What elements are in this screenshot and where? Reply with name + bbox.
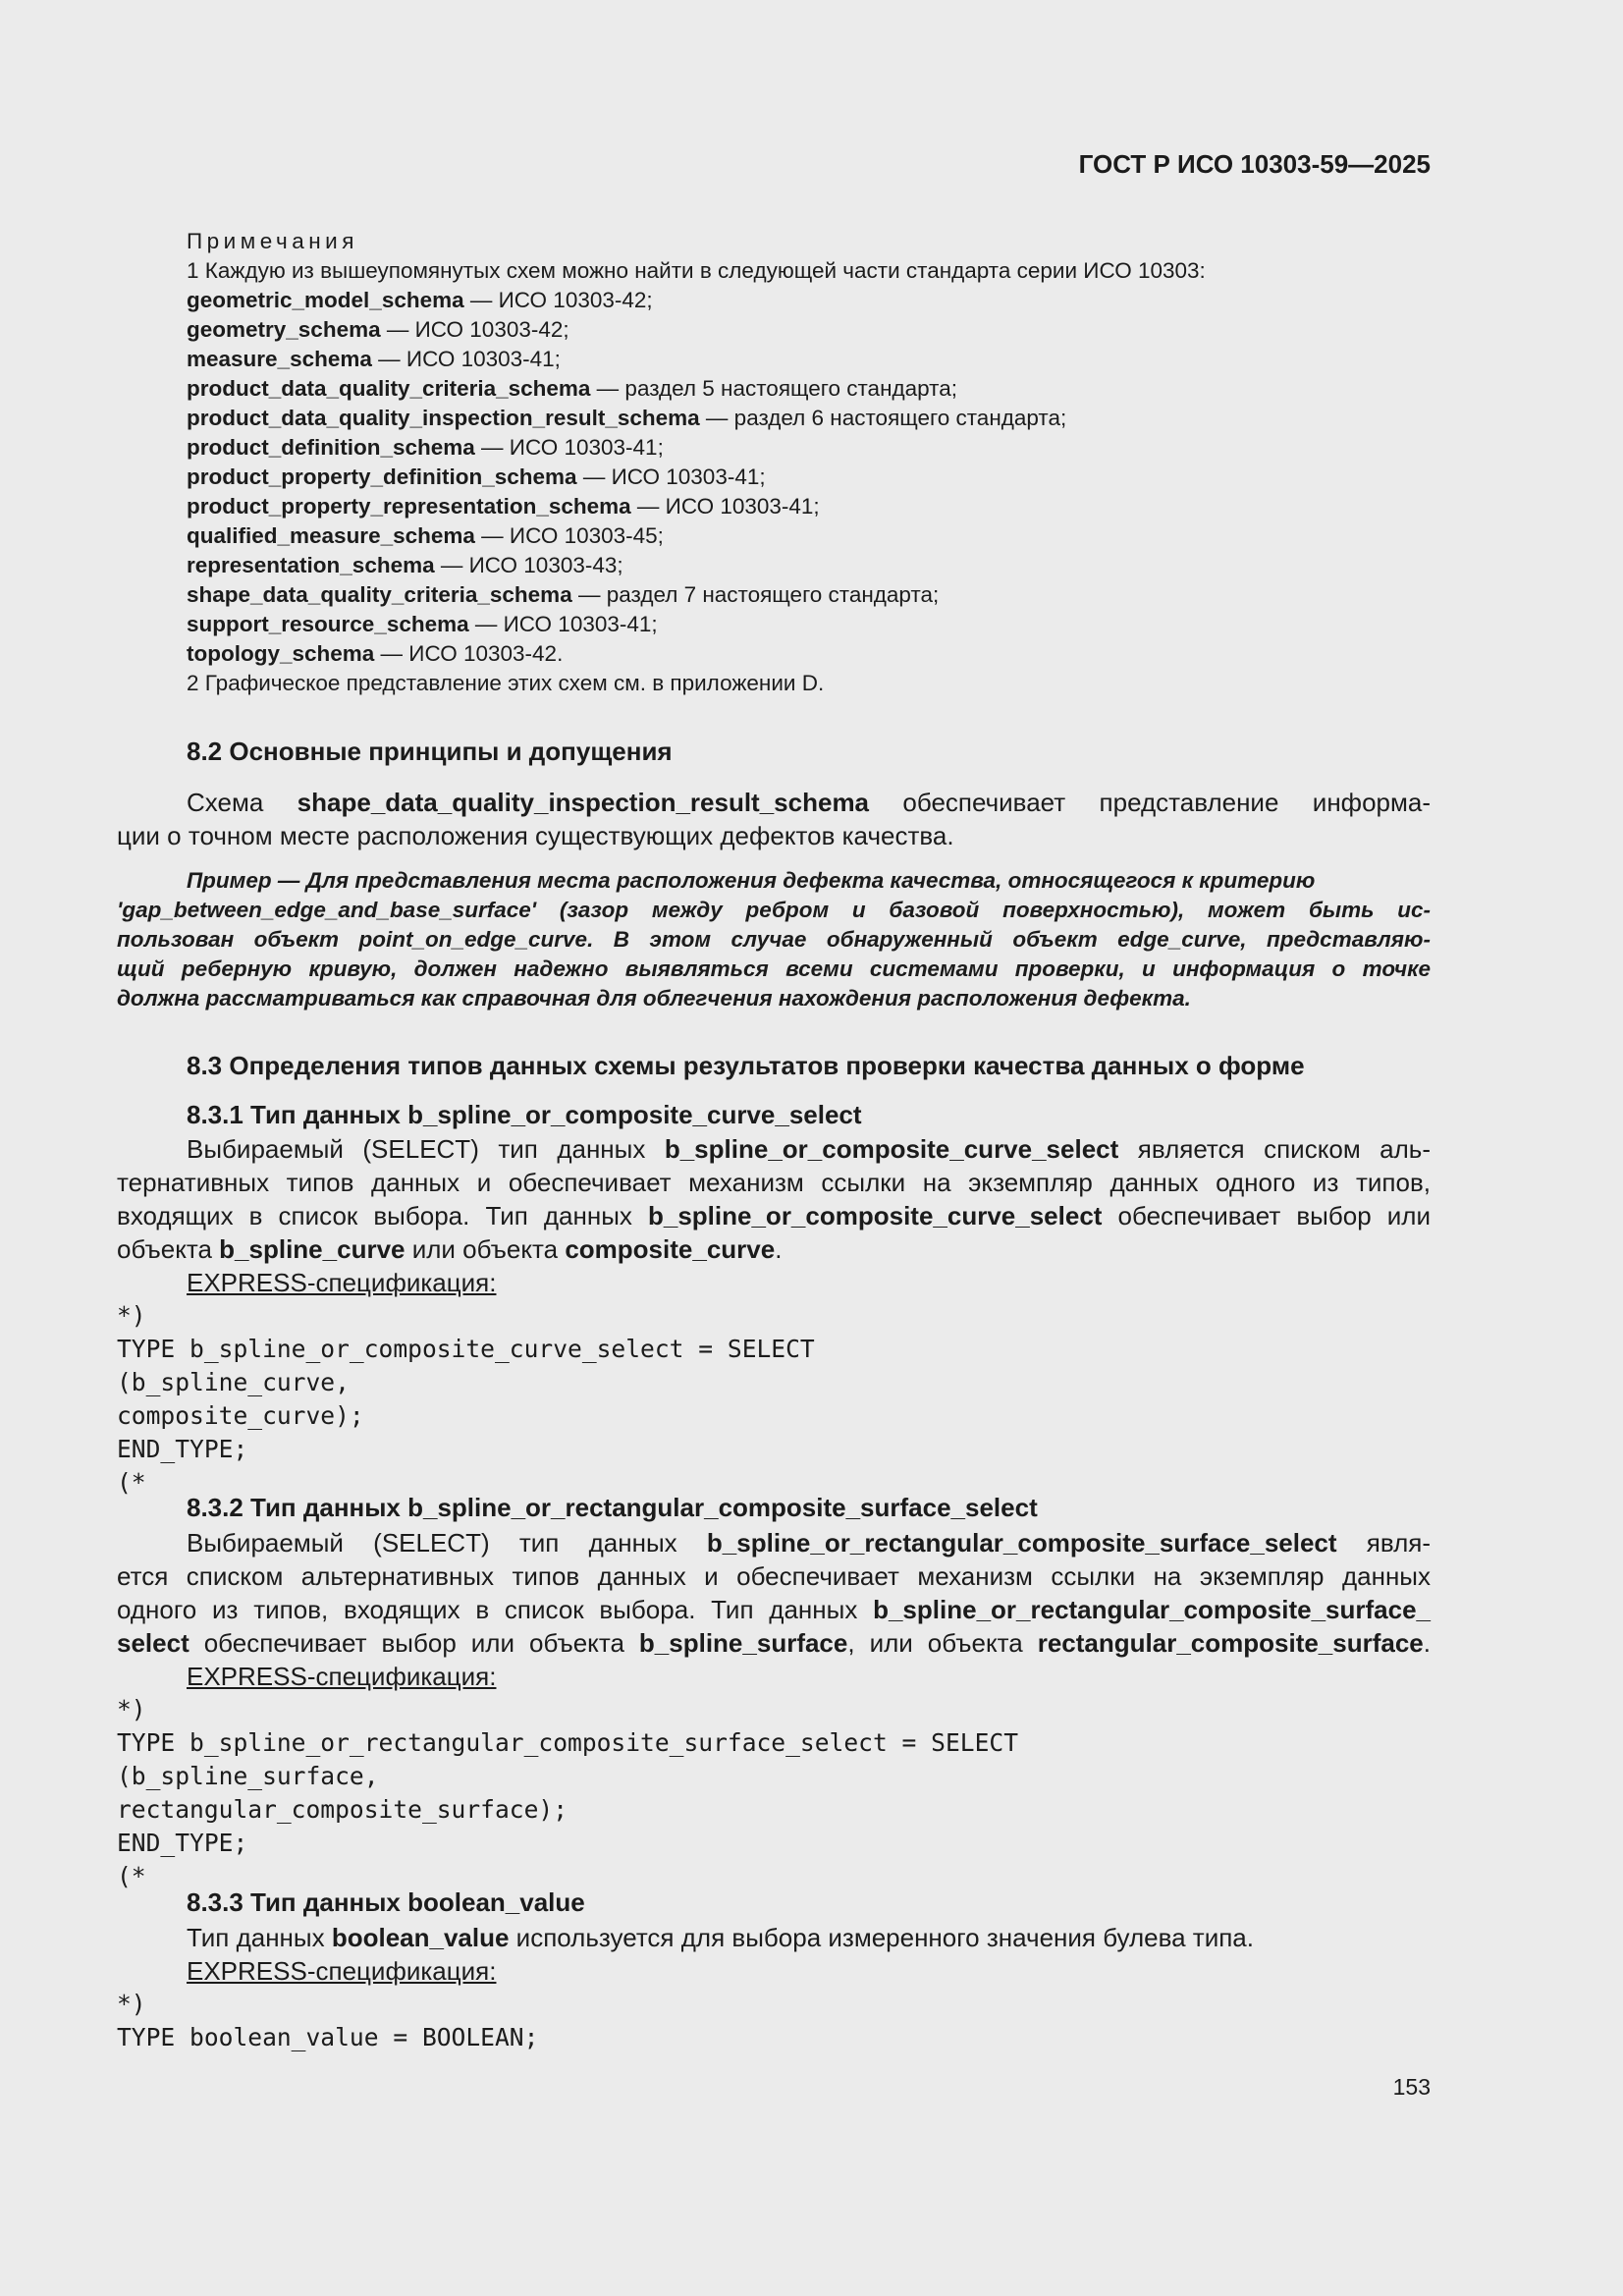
notes-item-2: 2 Графическое представление этих схем см. в приложении D.: [187, 671, 825, 695]
code-line: TYPE b_spline_or_rectangular_composite_surface_select = SELECT: [117, 1728, 1019, 1757]
section-8-3-2-line-2: ется списком альтернативных типов данных и обеспечивает механизм ссылки на экземпляр данных: [117, 1561, 1431, 1591]
schema-name: shape_data_quality_criteria_schema: [187, 582, 572, 607]
section-8-3-2-line-1: Выбираемый (SELECT) тип данных b_spline_or_rectangular_composite_surface_select явля-: [187, 1528, 1431, 1558]
example-line-4: щий реберную кривую, должен надежно выявляться всеми системами проверки, и информация о точке: [117, 957, 1431, 981]
schema-list-item: [187, 374, 957, 404]
document-header: ГОСТ Р ИСО 10303-59—2025: [1078, 149, 1431, 179]
schema-reference: — ИСО 10303-41;: [468, 612, 658, 636]
schema-list-item: [187, 404, 1066, 433]
schema-list-item: [187, 521, 664, 551]
schema-name: topology_schema: [187, 641, 375, 666]
schema-list-item: [187, 345, 561, 374]
code-line: rectangular_composite_surface);: [117, 1795, 568, 1824]
express-spec-label-2: EXPRESS-спецификация:: [187, 1662, 497, 1691]
schema-list-item: [187, 580, 939, 610]
code-line: END_TYPE;: [117, 1829, 248, 1857]
schema-reference: — ИСО 10303-41;: [371, 347, 561, 371]
section-8-3-2-line-4: select обеспечивает выбор или объекта b_spline_surface, или объекта rectangular_composite_surface.: [117, 1628, 1431, 1658]
schema-reference: — раздел 6 настоящего стандарта;: [699, 406, 1067, 430]
section-8-3-1-line-1: Выбираемый (SELECT) тип данных b_spline_or_composite_curve_select является списком аль-: [187, 1134, 1432, 1164]
schema-name: product_data_quality_criteria_schema: [187, 376, 591, 401]
schema-reference: — ИСО 10303-45;: [474, 523, 664, 548]
schema-list-item: [187, 610, 658, 639]
code-line: composite_curve);: [117, 1401, 364, 1430]
schema-list-item: [187, 433, 664, 463]
schema-name: product_property_representation_schema: [187, 494, 631, 519]
section-8-3-1-heading: 8.3.1 Тип данных b_spline_or_composite_curve_select: [187, 1100, 862, 1129]
schema-list-item: [187, 492, 820, 521]
code-line: (b_spline_surface,: [117, 1762, 379, 1790]
code-line: (*: [117, 1468, 146, 1497]
schema-name: geometric_model_schema: [187, 288, 464, 312]
schema-reference: — ИСО 10303-42;: [463, 288, 653, 312]
schema-name: geometry_schema: [187, 317, 381, 342]
schema-reference: — ИСО 10303-41;: [474, 435, 664, 460]
schema-name: qualified_measure_schema: [187, 523, 475, 548]
code-line: (*: [117, 1862, 146, 1890]
section-8-3-1-line-4: объекта b_spline_curve или объекта composite_curve.: [117, 1234, 783, 1264]
example-line-5: должна рассматриваться как справочная для облегчения нахождения расположения дефекта.: [117, 986, 1191, 1011]
schema-reference: — ИСО 10303-41;: [576, 465, 766, 489]
schema-name: support_resource_schema: [187, 612, 469, 636]
schema-list-item: [187, 315, 569, 345]
code-line: *): [117, 1695, 146, 1723]
example-line-2: 'gap_between_edge_and_base_surface' (зазор между ребром и базовой поверхностью), может быть ис-: [117, 898, 1431, 922]
page-number: 153: [1392, 2074, 1431, 2100]
code-line: TYPE b_spline_or_composite_curve_select = SELECT: [117, 1335, 815, 1363]
section-8-3-heading: 8.3 Определения типов данных схемы результатов проверки качества данных о форме: [187, 1051, 1305, 1080]
section-8-3-1-line-3: входящих в список выбора. Тип данных b_spline_or_composite_curve_select обеспечивает выбор или: [117, 1201, 1431, 1230]
schema-name: product_definition_schema: [187, 435, 475, 460]
example-line-1: Пример — Для представления места расположения дефекта качества, относящегося к критерию: [187, 868, 1316, 893]
schema-reference: — раздел 7 настоящего стандарта;: [571, 582, 940, 607]
schema-list-item: [187, 551, 623, 580]
schema-name: measure_schema: [187, 347, 372, 371]
express-spec-label-3: EXPRESS-спецификация:: [187, 1956, 497, 1986]
code-line: TYPE boolean_value = BOOLEAN;: [117, 2023, 539, 2051]
example-line-3: пользован объект point_on_edge_curve. В этом случае обнаруженный объект edge_curve, представляю-: [117, 927, 1431, 952]
code-line: *): [117, 1990, 146, 2018]
schema-reference: — ИСО 10303-42.: [374, 641, 564, 666]
schema-name: product_data_quality_inspection_result_schema: [187, 406, 700, 430]
schema-reference: — раздел 5 настоящего стандарта;: [590, 376, 957, 401]
schema-name: representation_schema: [187, 553, 435, 577]
notes-title: Примечания: [187, 229, 358, 253]
schema-reference: — ИСО 10303-43;: [434, 553, 623, 577]
schema-list-item: [187, 463, 766, 492]
section-8-3-2-heading: 8.3.2 Тип данных b_spline_or_rectangular_composite_surface_select: [187, 1493, 1038, 1522]
code-line: (b_spline_curve,: [117, 1368, 350, 1396]
schema-name: product_property_definition_schema: [187, 465, 577, 489]
section-8-3-1-line-2: тернативных типов данных и обеспечивает механизм ссылки на экземпляр данных одного из типов,: [117, 1168, 1431, 1197]
section-8-2-paragraph-line-2: ции о точном месте расположения существующих дефектов качества.: [117, 821, 954, 850]
section-8-2-paragraph-line-1: Схема shape_data_quality_inspection_result_schema обеспечивает представление информа-: [187, 788, 1431, 817]
code-line: *): [117, 1301, 146, 1330]
notes-intro: 1 Каждую из вышеупомянутых схем можно найти в следующей части стандарта серии ИСО 10303:: [187, 258, 1206, 283]
schema-reference: — ИСО 10303-42;: [380, 317, 569, 342]
schema-list-item: [187, 286, 653, 315]
schema-list-item: [187, 639, 563, 669]
section-8-3-2-line-3: одного из типов, входящих в список выбора. Тип данных b_spline_or_rectangular_composite_surface_: [117, 1595, 1431, 1624]
section-8-3-3-heading: 8.3.3 Тип данных boolean_value: [187, 1887, 585, 1917]
express-spec-label-1: EXPRESS-спецификация:: [187, 1268, 497, 1297]
section-8-3-3-line-1: Тип данных boolean_value используется для выбора измеренного значения булева типа.: [187, 1923, 1254, 1952]
code-line: END_TYPE;: [117, 1435, 248, 1463]
section-8-2-heading: 8.2 Основные принципы и допущения: [187, 737, 673, 766]
schema-reference: — ИСО 10303-41;: [630, 494, 820, 519]
